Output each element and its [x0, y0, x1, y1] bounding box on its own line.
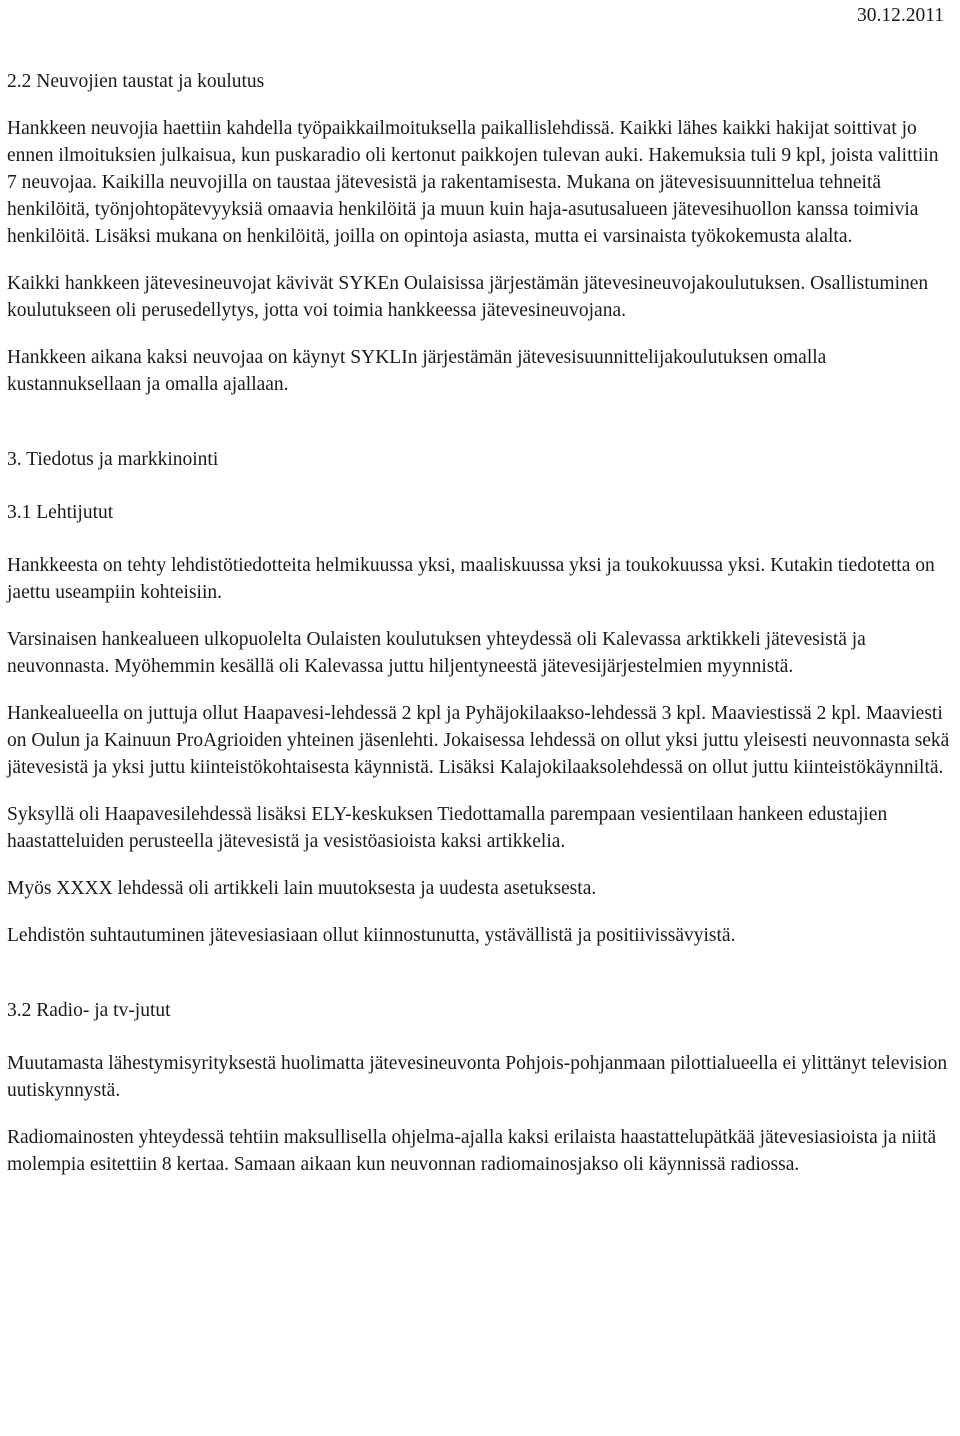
document-body — [7, 68, 952, 1178]
section-3-heading: 3. Tiedotus ja markkinointi — [7, 449, 219, 470]
paragraph: Hankealueella on juttuja ollut Haapavesi-lehdessä 2 kpl ja Pyhäjokilaakso-lehdessä 3 kpl. Maaviestissä 2 kpl. Maaviesti on Oulun ja Kainuun ProAgrioiden yhteinen jäsenlehti. Jokaisessa lehdessä on ollut yksi juttu yleisesti neuvonnasta sekä jätevesistä ja yksi juttu kiinteistökohtaisesta käynnistä. Lisäksi Kalajokilaaksolehdessä on ollut juttu kiinteistökäynniltä. — [7, 703, 950, 778]
paragraph: Syksyllä oli Haapavesilehdessä lisäksi ELY-keskuksen Tiedottamalla parempaan vesientilaan hankeen edustajien haastatteluiden perusteella jätevesistä ja vesistöasioista kaksi artikkelia. — [7, 804, 888, 852]
paragraph: Muutamasta lähestymisyrityksestä huolimatta jätevesineuvonta Pohjois-pohjanmaan pilottialueella ei ylittänyt television uutiskynnystä. — [7, 1053, 948, 1101]
paragraph: Myös XXXX lehdessä oli artikkeli lain muutoksesta ja uudesta asetuksesta. — [7, 878, 597, 899]
document-date: 30.12.2011 — [856, 5, 944, 26]
paragraph: Lehdistön suhtautuminen jätevesiasiaan ollut kiinnostunutta, ystävällistä ja positiivissävyistä. — [7, 925, 736, 946]
paragraph: Radiomainosten yhteydessä tehtiin maksullisella ohjelma-ajalla kaksi erilaista haastattelupätkää jätevesiasioista ja niitä molempia esitettiin 8 kertaa. Samaan aikaan kun neuvonnan radiomainosjakso oli käynnissä radiossa. — [7, 1127, 937, 1175]
paragraph: Hankkeen aikana kaksi neuvojaa on käynyt SYKLIn järjestämän jätevesisuunnittelijakoulutuksen omalla kustannuksellaan ja omalla ajallaan. — [7, 347, 827, 395]
paragraph: Hankkeesta on tehty lehdistötiedotteita helmikuussa yksi, maaliskuussa yksi ja toukokuussa yksi. Kutakin tiedotetta on jaettu useampiin kohteisiin. — [7, 555, 935, 603]
paragraph: Hankkeen neuvojia haettiin kahdella työpaikkailmoituksella paikallislehdissä. Kaikki lähes kaikki hakijat soittivat jo ennen ilmoituksien julkaisua, kun puskaradio oli kertonut paikkojen tulevan auki. Hakemuksia tuli 9 kpl, joista valittiin 7 neuvojaa. Kaikilla neuvojilla on taustaa jätevesistä ja rakentamisesta. Mukana on jätevesisuunnittelua tehneitä henkilöitä, työnjohtopätevyyksiä omaavia henkilöitä ja muun kuin haja-asutusalueen jätevesihuollon kanssa toimivia henkilöitä. Lisäksi mukana on henkilöitä, joilla on opintoja asiasta, mutta ei varsinaista työkokemusta alalta. — [7, 118, 939, 247]
section-3-2-heading: 3.2 Radio- ja tv-jutut — [7, 1000, 171, 1021]
paragraph: Kaikki hankkeen jätevesineuvojat kävivät SYKEn Oulaisissa järjestämän jätevesineuvojakoulutuksen. Osallistuminen koulutukseen oli perusedellytys, jotta voi toimia hankkeessa jätevesineuvojana. — [7, 273, 929, 321]
section-2-2-heading: 2.2 Neuvojien taustat ja koulutus — [7, 71, 265, 92]
paragraph: Varsinaisen hankealueen ulkopuolelta Oulaisten koulutuksen yhteydessä oli Kalevassa arktikkeli jätevesistä ja neuvonnasta. Myöhemmin kesällä oli Kalevassa juttu hiljentyneestä jätevesijärjestelmien myynnistä. — [7, 629, 866, 677]
section-3-1-heading: 3.1 Lehtijutut — [7, 502, 114, 523]
